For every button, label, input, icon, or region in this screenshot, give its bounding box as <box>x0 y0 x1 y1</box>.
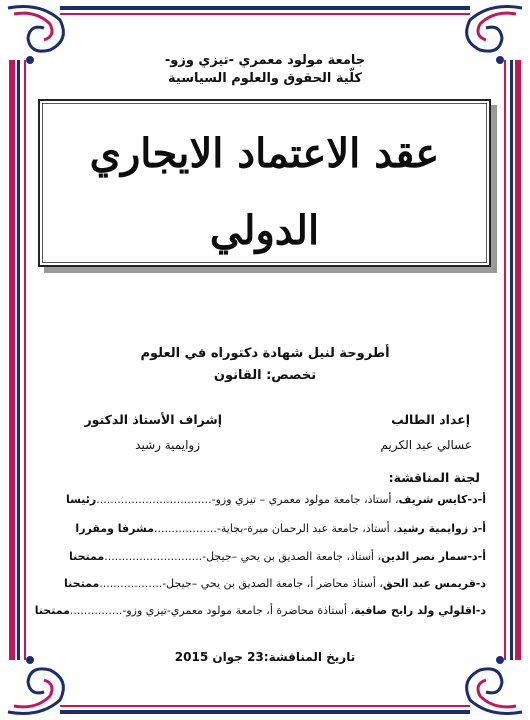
member-role: مشرفا ومقررا <box>75 522 154 535</box>
committee-member <box>42 493 486 506</box>
supervisor-label: إشراف الأستاذ الدكتور <box>84 412 222 427</box>
committee-member <box>42 550 486 563</box>
member-role: ممتحنا <box>64 577 100 590</box>
thesis-title-line2: الدولي <box>209 207 320 254</box>
member-name: أ-د-سمار نصر الدين <box>381 550 486 563</box>
member-name: أ-د-كايس شريف <box>398 493 486 506</box>
author-name: عسالي عبد الكريم <box>380 438 472 452</box>
supervisor-name: زوايمية رشيد <box>135 438 200 452</box>
member-details: ، أستاذ محاضر أ، جامعة الصديق بن يحي –جيجل-.................. <box>99 577 383 590</box>
member-details: ، أستاذ، جامعة مولود معمري – تيزي وزو-................................. <box>96 493 399 506</box>
thesis-specialization: تخصص: القانون <box>213 368 317 383</box>
member-name: د-اقلولي ولد رابح صافية <box>354 604 486 617</box>
thesis-title-line1: عقد الاعتماد الايجاري <box>89 130 440 177</box>
thesis-degree: أطروحة لنيل شهادة دكتوراه في العلوم <box>140 346 390 361</box>
author-label: إعداد الطالب <box>391 412 470 427</box>
faculty-name: كلّية الحقوق والعلوم السياسية <box>168 71 362 86</box>
defense-date: تاريخ المناقشة:23 جوان 2015 <box>174 650 356 664</box>
committee-member <box>42 577 486 590</box>
committee-member <box>34 604 486 617</box>
member-details: ، أستاذ، جامعة عبد الرحمان ميرة-بجاية-.................. <box>153 522 397 535</box>
member-role: ممتحنا <box>68 550 105 563</box>
university-header <box>100 52 430 88</box>
member-name: أ-د زوايمية رشيد <box>396 522 486 535</box>
committee-member <box>42 522 486 535</box>
member-details: ، أستاذ، جامعة الصديق بن يحي –جيجل-............................ <box>104 550 382 563</box>
member-role: ممتحنا <box>34 604 70 617</box>
member-details: ، أستاذة محاضرة أ، جامعة مولود معمري-تيزي وزو-............... <box>69 604 355 617</box>
member-name: د-قريمس عبد الحق <box>382 577 486 590</box>
member-role: رئيسا <box>65 493 97 506</box>
committee-title: لجنة المناقشة: <box>388 470 480 485</box>
thesis-description-block <box>100 343 430 387</box>
university-name: جامعة مولود معمري -تيزي وزو- <box>164 53 366 68</box>
